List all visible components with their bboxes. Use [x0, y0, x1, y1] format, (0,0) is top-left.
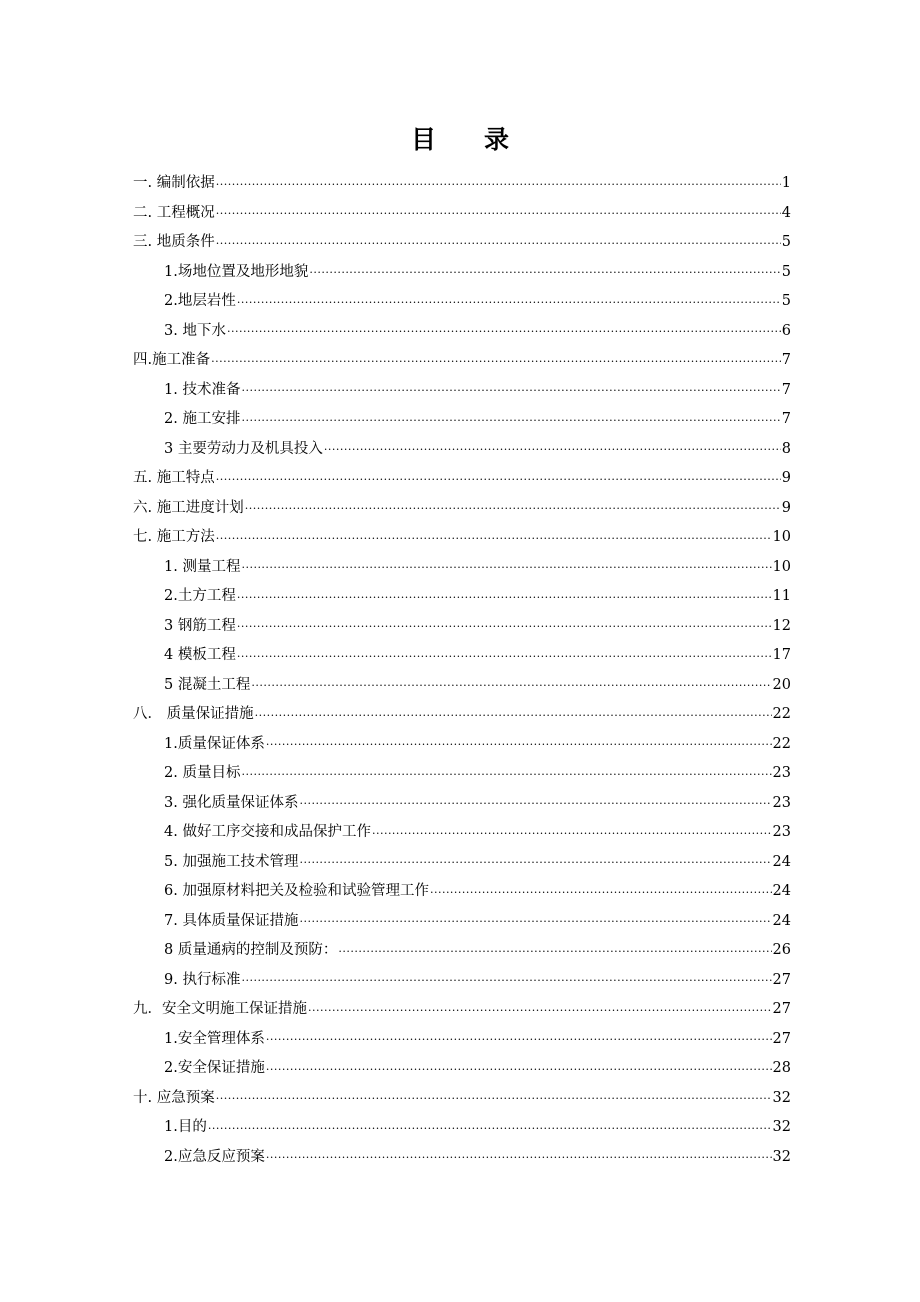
toc-entry[interactable]	[133, 523, 791, 553]
toc-leader-dots	[241, 408, 780, 428]
toc-entry-page-number: 24	[772, 883, 791, 899]
toc-entry[interactable]	[133, 435, 791, 465]
toc-entry-page-number: 32	[772, 1148, 791, 1165]
toc-entry-page-number: 32	[772, 1089, 791, 1106]
toc-entry[interactable]	[133, 759, 791, 789]
toc-entry-label: 9. 执行标准	[164, 971, 241, 988]
toc-entry-label: 三. 地质条件	[133, 234, 215, 250]
toc-entry[interactable]	[133, 258, 791, 288]
toc-entry-page-number: 27	[772, 1001, 791, 1017]
toc-entry[interactable]	[133, 553, 791, 583]
toc-entry-page-number: 10	[772, 558, 791, 575]
toc-entry[interactable]	[133, 405, 791, 435]
title-char-2: 录	[484, 125, 510, 154]
toc-leader-dots	[237, 644, 772, 664]
toc-entry-label: 六. 施工进度计划	[133, 499, 244, 516]
toc-entry-label: 1.目的	[164, 1119, 207, 1135]
toc-entry-page-number: 23	[772, 794, 791, 811]
toc-entry-label: 3. 地下水	[164, 322, 226, 339]
toc-entry-label: 五. 施工特点	[133, 470, 215, 486]
toc-entry-page-number: 10	[772, 529, 791, 545]
toc-leader-dots	[211, 349, 781, 369]
toc-entry[interactable]	[133, 582, 791, 612]
toc-entry-page-number: 8	[781, 440, 791, 457]
toc-leader-dots	[241, 555, 771, 575]
toc-entry-label: 2.土方工程	[164, 588, 236, 604]
toc-leader-dots	[216, 231, 781, 251]
toc-entry-page-number: 28	[772, 1060, 791, 1076]
toc-entry-label: 2. 质量目标	[164, 765, 241, 781]
toc-entry-label: 1.安全管理体系	[164, 1030, 265, 1047]
toc-entry[interactable]	[133, 907, 791, 937]
toc-entry-label: 6. 加强原材料把关及检验和试验管理工作	[164, 883, 429, 899]
toc-entry-label: 3 主要劳动力及机具投入	[164, 440, 323, 457]
toc-entry-label: 8 质量通病的控制及预防：	[164, 942, 338, 958]
toc-leader-dots	[299, 791, 771, 811]
toc-leader-dots	[237, 614, 772, 634]
toc-entry[interactable]	[133, 612, 791, 642]
toc-entry-page-number: 5	[781, 263, 791, 280]
toc-entry-label: 九．安全文明施工保证措施	[133, 1001, 307, 1017]
toc-entry[interactable]	[133, 730, 791, 760]
toc-entry-label: 2.应急反应预案	[164, 1148, 265, 1165]
toc-entry-page-number: 26	[772, 942, 791, 958]
toc-leader-dots	[299, 850, 771, 870]
toc-entry-label: 1.质量保证体系	[164, 735, 265, 752]
toc-entry[interactable]	[133, 169, 791, 199]
toc-entry-page-number: 22	[772, 706, 791, 722]
toc-entry[interactable]	[133, 346, 791, 376]
toc-entry-label: 七. 施工方法	[133, 529, 215, 545]
toc-entry-label: 1.场地位置及地形地貌	[164, 263, 309, 280]
toc-entry[interactable]	[133, 1113, 791, 1143]
toc-entry[interactable]	[133, 936, 791, 966]
toc-leader-dots	[245, 496, 781, 516]
toc-entry[interactable]	[133, 317, 791, 347]
toc-entry-label: 十. 应急预案	[133, 1089, 215, 1106]
toc-entry[interactable]	[133, 228, 791, 258]
toc-entry-label: 八． 质量保证措施	[133, 706, 254, 722]
toc-leader-dots	[208, 1116, 772, 1136]
toc-leader-dots	[216, 467, 781, 487]
toc-entry[interactable]	[133, 671, 791, 701]
toc-entry-label: 一. 编制依据	[133, 175, 215, 191]
toc-entry-page-number: 23	[772, 824, 791, 840]
title-char-1: 目	[410, 125, 436, 154]
toc-entry-label: 2. 施工安排	[164, 411, 241, 427]
toc-entry[interactable]	[133, 1084, 791, 1114]
toc-entry[interactable]	[133, 966, 791, 996]
toc-entry-page-number: 7	[781, 381, 791, 398]
toc-entry[interactable]	[133, 494, 791, 524]
toc-entry[interactable]	[133, 376, 791, 406]
toc-entry-label: 3. 强化质量保证体系	[164, 794, 299, 811]
toc-entry-label: 3 钢筋工程	[164, 617, 236, 634]
toc-entry-label: 5 混凝土工程	[164, 676, 251, 693]
toc-leader-dots	[324, 437, 781, 457]
toc-entry[interactable]	[133, 789, 791, 819]
toc-leader-dots	[216, 201, 781, 221]
toc-entry-page-number: 6	[781, 322, 791, 339]
toc-leader-dots	[338, 939, 771, 959]
toc-leader-dots	[430, 880, 772, 900]
toc-entry-page-number: 32	[772, 1119, 791, 1135]
toc-leader-dots	[309, 260, 780, 280]
toc-leader-dots	[266, 1027, 772, 1047]
toc-entry[interactable]	[133, 199, 791, 229]
toc-entry[interactable]	[133, 1054, 791, 1084]
toc-entry-page-number: 5	[781, 293, 791, 309]
toc-entry-label: 2.安全保证措施	[164, 1060, 265, 1076]
toc-entry-page-number: 12	[772, 617, 791, 634]
toc-entry-page-number: 24	[772, 912, 791, 929]
toc-entry-page-number: 22	[772, 735, 791, 752]
toc-leader-dots	[216, 1086, 772, 1106]
toc-entry-page-number: 9	[781, 499, 791, 516]
table-of-contents	[133, 169, 791, 1172]
toc-entry[interactable]	[133, 818, 791, 848]
toc-leader-dots	[237, 290, 781, 310]
toc-entry[interactable]	[133, 877, 791, 907]
toc-entry[interactable]	[133, 287, 791, 317]
page-title	[0, 120, 920, 160]
toc-entry[interactable]	[133, 1143, 791, 1173]
toc-entry-page-number: 24	[772, 853, 791, 870]
toc-entry-page-number: 20	[772, 676, 791, 693]
toc-entry-label: 5. 加强施工技术管理	[164, 853, 299, 870]
toc-leader-dots	[255, 703, 772, 723]
toc-leader-dots	[241, 968, 771, 988]
toc-leader-dots	[241, 378, 780, 398]
toc-leader-dots	[266, 732, 772, 752]
toc-entry[interactable]	[133, 848, 791, 878]
toc-entry-page-number: 27	[772, 1030, 791, 1047]
toc-entry-page-number: 23	[772, 765, 791, 781]
toc-entry[interactable]	[133, 464, 791, 494]
toc-entry-label: 四.施工准备	[133, 352, 211, 368]
toc-entry[interactable]	[133, 641, 791, 671]
toc-leader-dots	[216, 526, 772, 546]
toc-leader-dots	[308, 998, 772, 1018]
toc-entry-label: 1. 测量工程	[164, 558, 241, 575]
toc-entry-label: 4 模板工程	[164, 647, 236, 663]
toc-entry[interactable]	[133, 1025, 791, 1055]
toc-leader-dots	[372, 821, 772, 841]
toc-entry-page-number: 1	[781, 175, 791, 191]
toc-entry-label: 7. 具体质量保证措施	[164, 912, 299, 929]
toc-entry-page-number: 7	[781, 411, 791, 427]
toc-leader-dots	[266, 1057, 772, 1077]
toc-entry-page-number: 27	[772, 971, 791, 988]
toc-entry[interactable]	[133, 700, 791, 730]
toc-entry-label: 二. 工程概况	[133, 204, 215, 221]
toc-entry-page-number: 9	[781, 470, 791, 486]
toc-entry-page-number: 5	[781, 234, 791, 250]
toc-entry[interactable]	[133, 995, 791, 1025]
toc-entry-page-number: 17	[772, 647, 791, 663]
toc-leader-dots	[237, 585, 772, 605]
toc-leader-dots	[266, 1145, 772, 1165]
toc-leader-dots	[216, 172, 781, 192]
toc-leader-dots	[241, 762, 771, 782]
toc-leader-dots	[251, 673, 771, 693]
toc-entry-label: 2.地层岩性	[164, 293, 236, 309]
toc-entry-page-number: 7	[781, 352, 791, 368]
toc-leader-dots	[227, 319, 781, 339]
toc-leader-dots	[299, 909, 771, 929]
toc-entry-page-number: 11	[772, 588, 791, 604]
toc-entry-page-number: 4	[781, 204, 791, 221]
toc-entry-label: 1. 技术准备	[164, 381, 241, 398]
toc-entry-label: 4. 做好工序交接和成品保护工作	[164, 824, 371, 840]
